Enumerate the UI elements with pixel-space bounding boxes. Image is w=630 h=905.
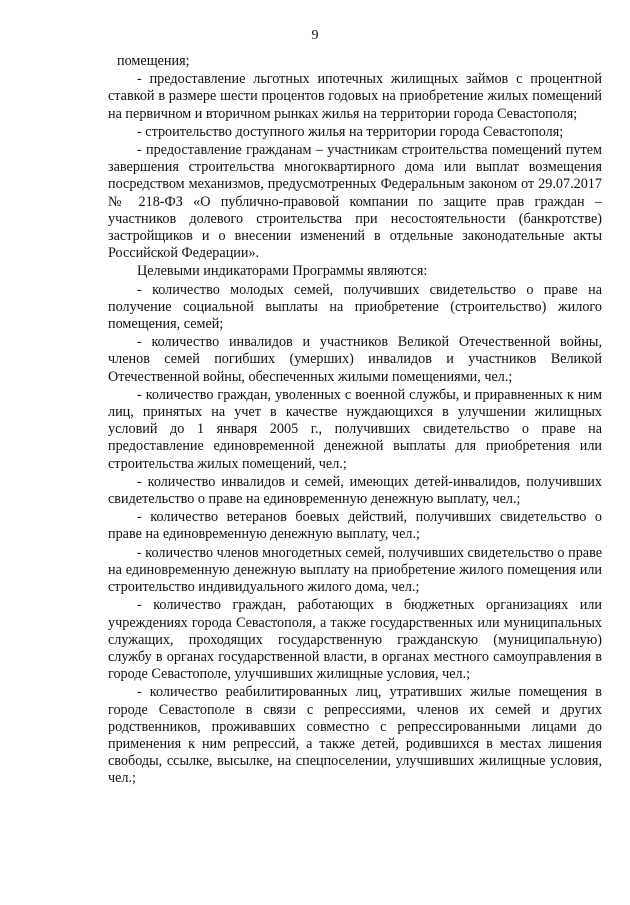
paragraph-9: - количество ветеранов боевых действий, получивших свидетельство о праве на единовременную денежную выплату, чел.; bbox=[108, 509, 602, 543]
paragraph-11: - количество граждан, работающих в бюджетных организациях или учреждениях города Севастополя, а также государственных или муниципальных служащих, проходящих государственную гражданскую (муниципальную) службу в органах государственной власти, в органах местного самоуправления в городе Севастополе, улучшивших жилищные условия, чел.; bbox=[108, 597, 602, 683]
paragraph-12: - количество реабилитированных лиц, утративших жилые помещения в городе Севастополе в связи с репрессиями, членов их семей и других родственников, проживавших совместно с репрессированными лицами до применения к ним репрессий, а также детей, родившихся в местах лишения свободы, ссылке, высылке, на спецпоселении, улучшивших жилищные условия, чел.; bbox=[108, 684, 602, 787]
paragraph-8: - количество инвалидов и семей, имеющих детей-инвалидов, получивших свидетельство о праве на единовременную денежную выплату, чел.; bbox=[108, 473, 602, 508]
paragraph-7: - количество граждан, уволенных с военной службы, и приравненных к ним лиц, принятых на учет в качестве нуждающихся в улучшении жилищных условий до 1 января 2005 г., получивших свидетельство о праве на предоставление единовременной денежной выплаты для приобретения или строительства жилых помещений, чел.; bbox=[108, 386, 602, 472]
paragraph-1: - предоставление льготных ипотечных жилищных займов с процентной ставкой в размере шести процентов годовых на приобретение жилых помещений на первичном и вторичном рынках жилья на территории города Севастополя; bbox=[108, 71, 602, 122]
paragraph-10: - количество членов многодетных семей, получивших свидетельство о праве на единовременную денежную выплату на приобретение жилого помещения или строительство индивидуального жилого дома, чел.; bbox=[108, 544, 602, 596]
paragraph-5: - количество молодых семей, получивших свидетельство о праве на получение социальной выплаты на приобретение (строительство) жилого помещения, семей; bbox=[108, 281, 602, 333]
paragraph-6: - количество инвалидов и участников Великой Отечественной войны, членов семей погибших (умерших) инвалидов и участников Великой Отечественной войны, обеспеченных жилыми помещениями, чел.; bbox=[108, 334, 602, 385]
paragraph-3: - предоставление гражданам – участникам строительства помещений путем завершения строительства многоквартирного дома или выплат возмещения посредством механизмов, предусмотренных Федеральным законом от 29.07.2017 № 218-ФЗ «О публично-правовой компании по защите прав граждан – участников долевого строительства при несостоятельности (банкротстве) застройщиков и о внесении изменений в отдельные законодательные акты Российской Федерации». bbox=[108, 142, 602, 262]
paragraph-2: - строительство доступного жилья на территории города Севастополя; bbox=[137, 123, 564, 140]
paragraph-0: помещения; bbox=[117, 53, 190, 69]
page-number: 9 bbox=[311, 28, 319, 43]
body-text bbox=[108, 53, 602, 789]
paragraph-4: Целевыми индикаторами Программы являются: bbox=[137, 263, 428, 280]
